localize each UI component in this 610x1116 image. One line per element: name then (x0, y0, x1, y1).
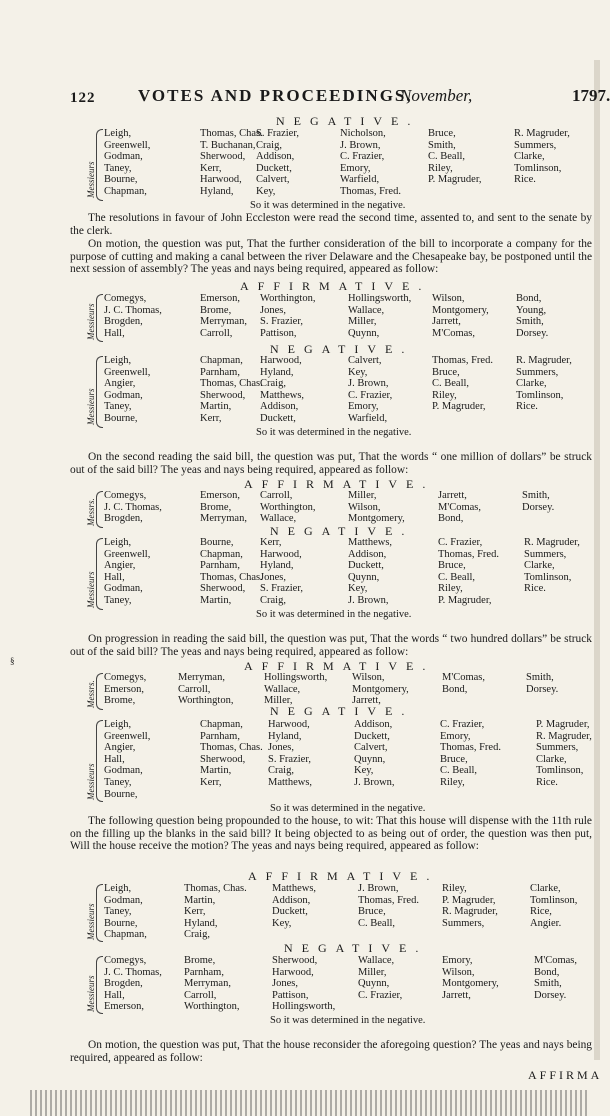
names-brace (96, 538, 103, 610)
vote-heading-negative: NEGATIVE. (284, 941, 428, 955)
vote-names-list: Leigh, Greenwell, Angier, Godman, Taney, Bourne, Chapman, Parnham, Thomas, Chas. Sherwood, Martin, Kerr, Harwood, Hyland, Craig, Matthews, Addison, Duckett, Calvert, Key, J. Brown, C. Frazier, Emory, Warfield, Thomas, Fred. Bruce, C. Beall, Riley, P. Magruder, R. Magruder, Summers, Clarke, Tomlinson, Rice. (104, 355, 572, 424)
names-brace (96, 720, 103, 802)
names-brace (96, 294, 103, 342)
messieurs-label: Messieurs (86, 571, 96, 608)
names-brace (96, 491, 103, 528)
running-title: VOTES AND PROCEEDINGS, (138, 86, 413, 105)
vote-names-list: Comegys, J. C. Thomas, Brogden, Hall, Emerson, Brome, Parnham, Merryman, Carroll, Worthington, Sherwood, Harwood, Jones, Pattison, Hollingsworth, Wallace, Miller, Quynn, C. Frazier, Emory, Wilson, Montgomery, Jarrett, M'Comas, Bond, Smith, Dorsey. (104, 955, 578, 1013)
header-month: November, (400, 86, 473, 105)
paragraph-canal-motion: On motion, the question was put, That the further consideration of the bill to incorporate a company for the purpose of cutting and making a canal between the river Delaware and the Chesapeake bay, be postponed until the next session of assembly? The yeas and nays being required, appeared as follow: (70, 238, 592, 275)
page-header (70, 84, 610, 112)
header-year: 1797. (572, 86, 610, 105)
vote-heading-negative: NEGATIVE. (270, 342, 414, 356)
vote-heading-affirmative: AFFIRMATIVE. (244, 477, 435, 491)
vote-heading-negative: NEGATIVE. (270, 704, 414, 718)
paragraph-reconsider: On motion, the question was put, That the house reconsider the aforegoing question? The yeas and nays being required, appeared as follow: (70, 1039, 592, 1064)
scan-artifact (30, 1090, 590, 1116)
vote-result: So it was determined in the negative. (270, 803, 426, 814)
vote-result: So it was determined in the negative. (256, 427, 412, 438)
messieurs-label: Messieurs (86, 903, 96, 940)
paragraph-dispense-rule: The following question being propounded to the house, to wit: That this house will dispense with the 11th rule on the filling up the blanks in the said bill? It being objected to as being out of order, the question was then put, Will the house receive the motion? The yeas and nays being required, appeared as follow: (70, 815, 592, 852)
page-number: 122 (70, 90, 96, 106)
paragraph-two-hundred: On progression in reading the said bill, the question was put, That the words “ two hundred dollars” be struck out of the said bill? The yeas and nays being required, appeared as follow: (70, 633, 592, 658)
messieurs-label: Messieurs (86, 763, 96, 800)
vote-names-list: Comegys, J. C. Thomas, Brogden, Hall, Emerson, Brome, Merryman, Carroll, Worthington, Jones, S. Frazier, Pattison, Hollingsworth, Wallace, Miller, Quynn, Wilson, Montgomery, Jarrett, M'Comas, Bond, Young, Smith, Dorsey. (104, 293, 549, 339)
paragraph-eccleston: The resolutions in favour of John Eccleston were read the second time, assented to, and sent to the senate by the clerk. (70, 212, 592, 237)
messieurs-label: Messieurs (86, 388, 96, 425)
messieurs-label: Messieurs (86, 975, 96, 1012)
messieurs-label: Messieurs (86, 161, 96, 198)
vote-result: So it was determined in the negative. (270, 1015, 426, 1026)
vote-result: So it was determined in the negative. (256, 609, 412, 620)
vote-names-list: Comegys, Emerson, Brome, Merryman, Carroll, Worthington, Hollingsworth, Wallace, Miller, Wilson, Montgomery, Jarrett, M'Comas, Bond, Smith, Dorsey. (104, 672, 559, 707)
messrs-label: Messrs. (86, 498, 96, 526)
names-brace (96, 129, 103, 201)
vote-heading-affirmative: AFFIRMATIVE. (240, 279, 431, 293)
messieurs-label: Messieurs (86, 303, 96, 340)
paragraph-one-million: On the second reading the said bill, the question was put, That the words “ one million of dollars” be struck out of the said bill? The yeas and nays being required, appeared as follow: (70, 451, 592, 476)
vote-names-list: Leigh, Greenwell, Angier, Hall, Godman, Taney, Bourne, Chapman, Parnham, Thomas, Chas. Sherwood, Martin, Kerr, Harwood, Hyland, Jones, S. Frazier, Craig, Matthews, Addison, Duckett, Calvert, Quynn, Key, J. Brown, C. Frazier, Emory, Thomas, Fred. Bruce, C. Beall, Riley, P. Magruder, R. Magruder, Summers, Clarke, Tomlinson, Rice. (104, 719, 592, 800)
names-brace (96, 884, 103, 942)
catchword: AFFIRMA (528, 1068, 603, 1082)
vote-names-list: Leigh, Greenwell, Angier, Hall, Godman, Taney, Bourne, Chapman, Parnham, Thomas, Chas. Sherwood, Martin, Kerr, Harwood, Hyland, Jones, S. Frazier, Craig, Matthews, Addison, Duckett, Quynn, Key, J. Brown, C. Frazier, Thomas, Fred. Bruce, C. Beall, Riley, P. Magruder, R. Magruder, Summers, Clarke, Tomlinson, Rice. (104, 537, 580, 606)
messrs-label: Messrs. (86, 680, 96, 708)
page-edge-shadow (594, 60, 600, 1060)
vote-names-list: Leigh, Greenwell, Godman, Taney, Bourne, Chapman, Thomas, Chas. T. Buchanan, Sherwood, Kerr, Harwood, Hyland, S. Frazier, Craig, Addison, Duckett, Calvert, Key, Nicholson, J. Brown, C. Frazier, Emory, Warfield, Thomas, Fred. Bruce, Smith, C. Beall, Riley, P. Magruder, R. Magruder, Summers, Clarke, Tomlinson, Rice. (104, 128, 570, 197)
vote-heading-affirmative: AFFIRMATIVE. (248, 869, 439, 883)
names-brace (96, 356, 103, 428)
vote-names-list: Leigh, Godman, Taney, Bourne, Chapman, Thomas, Chas. Martin, Kerr, Hyland, Craig, Matthews, Addison, Duckett, Key, J. Brown, Thomas, Fred. Bruce, C. Beall, Riley, P. Magruder, R. Magruder, Summers, Clarke, Tomlinson, Rice, Angier. (104, 883, 578, 941)
vote-heading-negative: NEGATIVE. (276, 114, 420, 128)
vote-result: So it was determined in the negative. (250, 200, 406, 211)
names-brace (96, 673, 103, 710)
vote-heading-negative: NEGATIVE. (270, 524, 414, 538)
vote-heading-affirmative: AFFIRMATIVE. (244, 659, 435, 673)
names-brace (96, 956, 103, 1014)
vote-names-list: Comegys, J. C. Thomas, Brogden, Emerson, Brome, Merryman, Carroll, Worthington, Wallace, Miller, Wilson, Montgomery, Jarrett, M'Comas, Bond, Smith, Dorsey. (104, 490, 555, 525)
margin-mark: § (10, 656, 15, 666)
